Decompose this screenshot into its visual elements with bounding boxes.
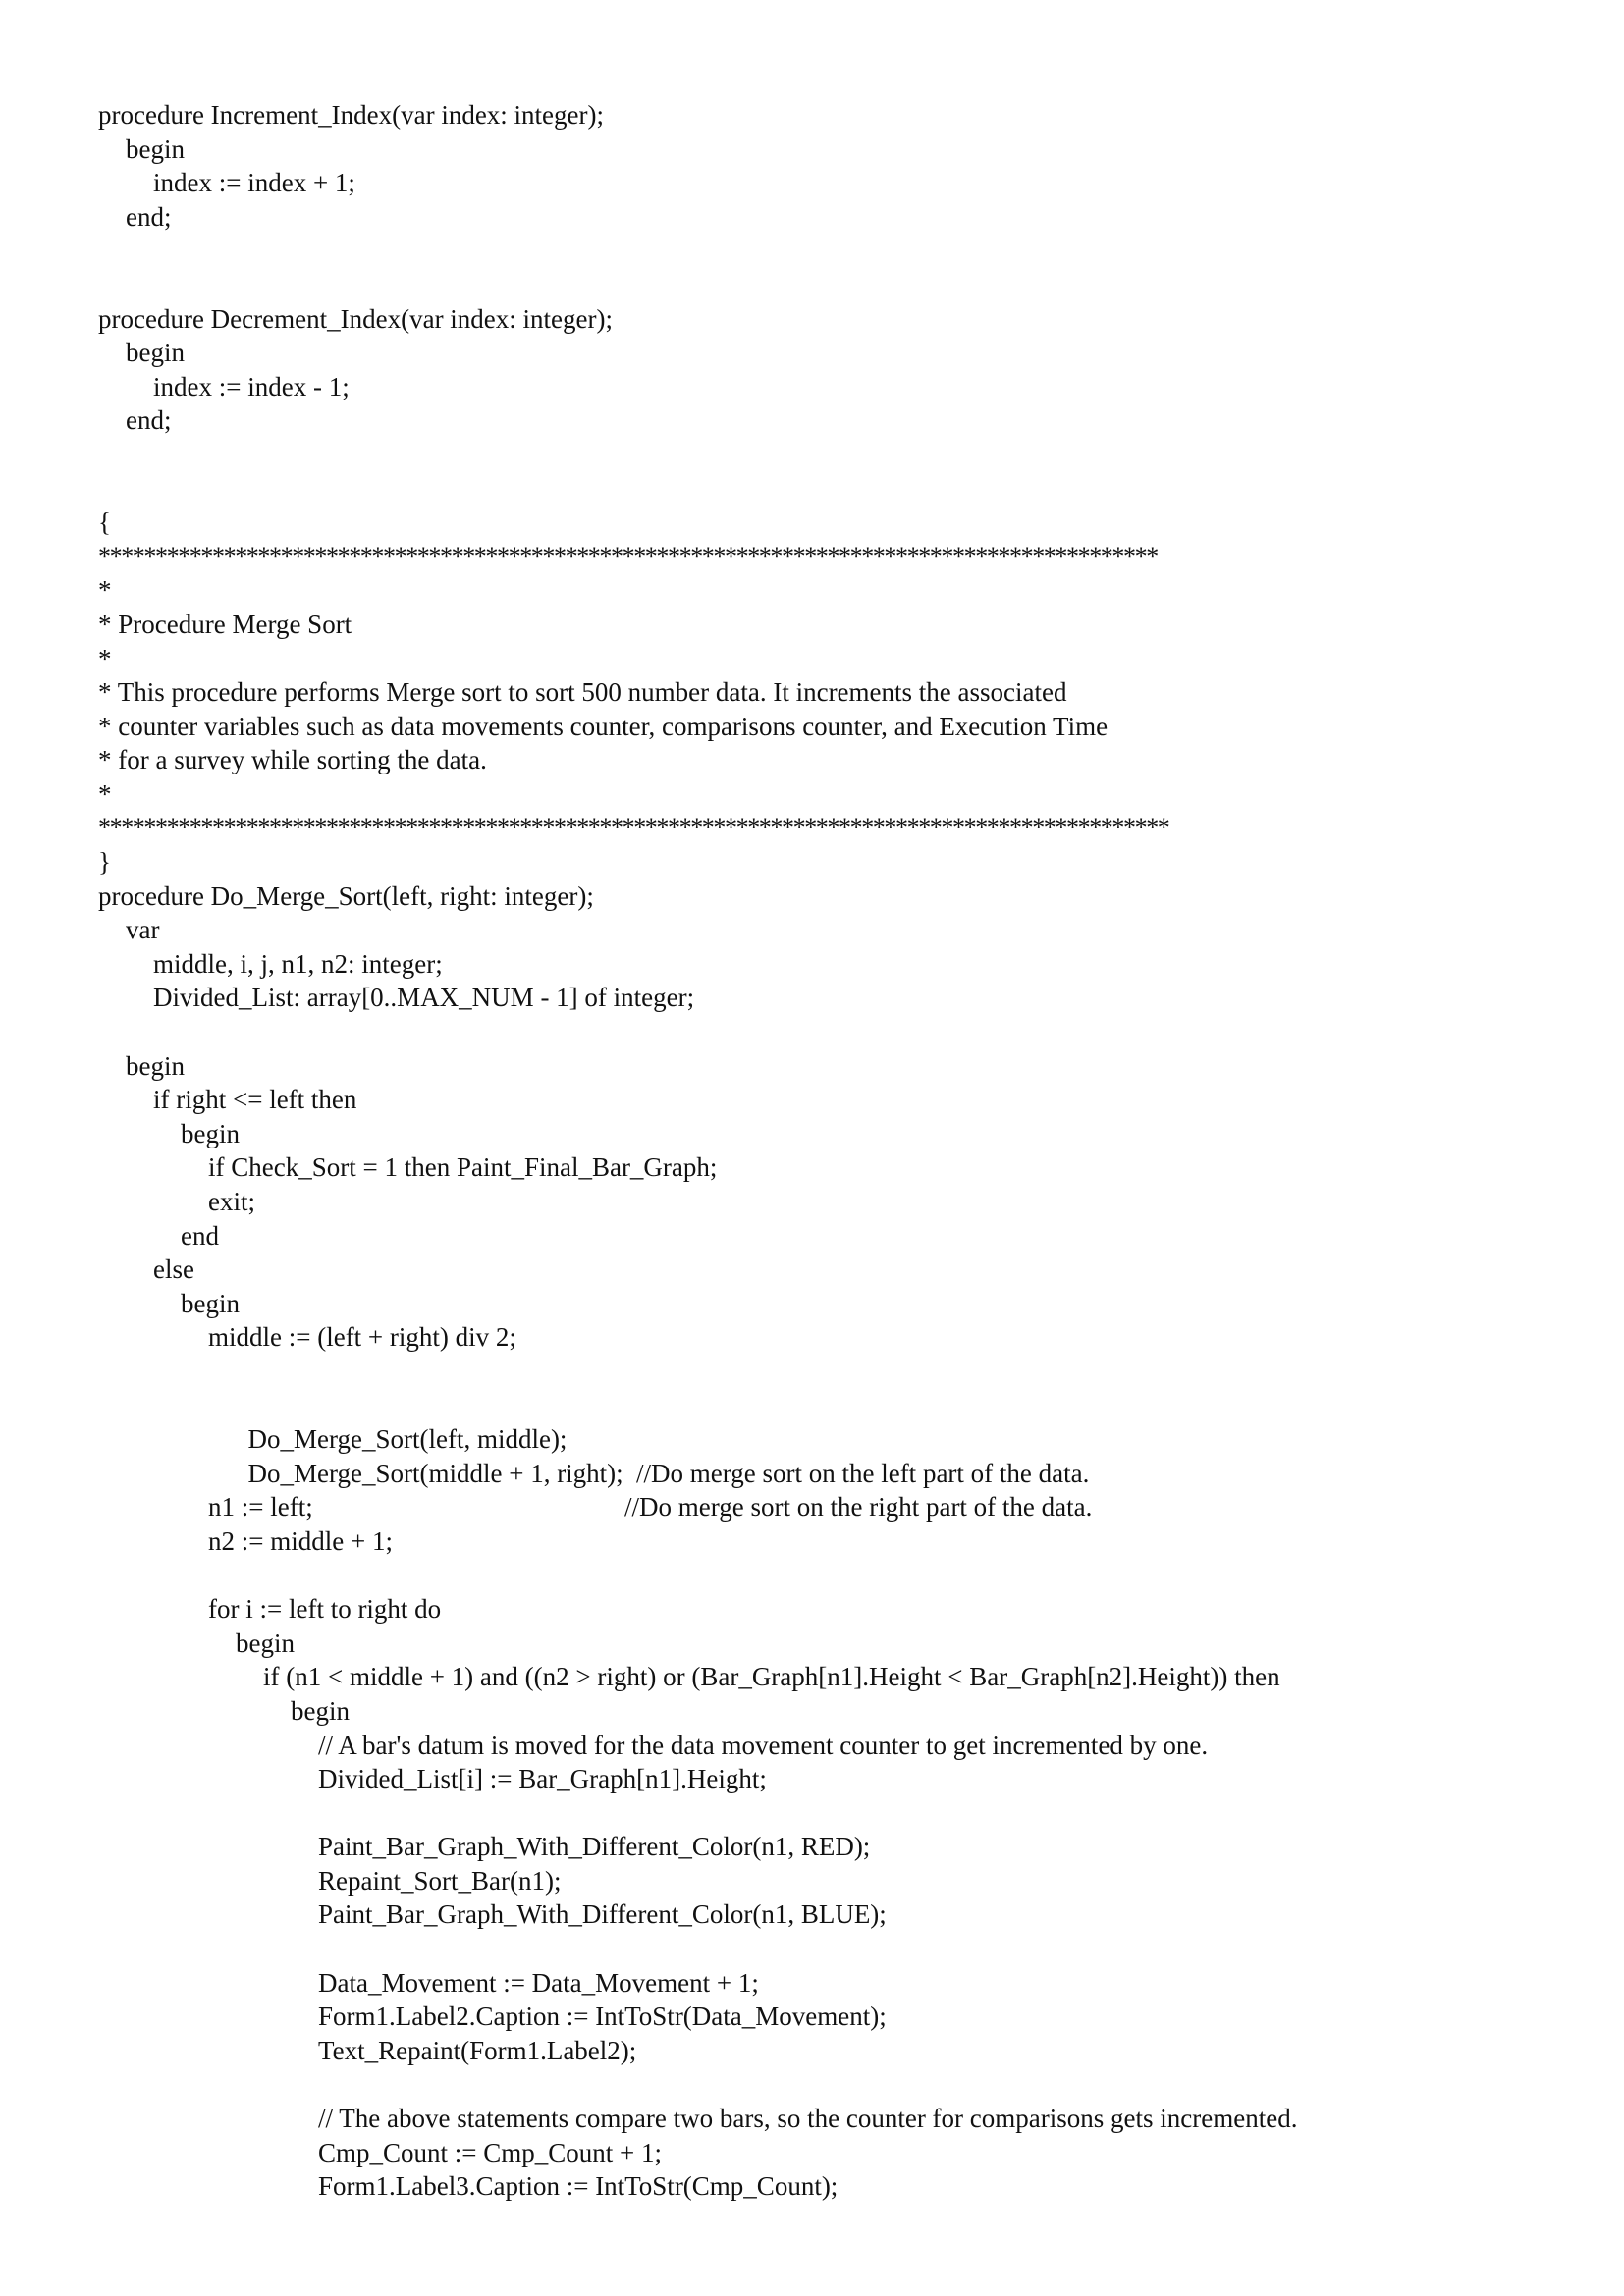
code-line: n1 := left; <box>208 1492 313 1522</box>
blank-line <box>98 1355 1532 1389</box>
blank-line <box>98 1559 1532 1593</box>
comment-star-border: ********************************************************************************************** <box>98 813 1169 842</box>
code-line: procedure Decrement_Index(var index: integer); <box>98 303 613 334</box>
code-line: var <box>126 915 160 945</box>
code-line: exit; <box>208 1187 255 1216</box>
comment-line: * <box>98 643 112 673</box>
blank-line <box>98 1932 1532 1966</box>
code-line: if right <= left then <box>153 1085 357 1115</box>
code-line: Repaint_Sort_Bar(n1); <box>318 1865 562 1896</box>
comment-close-brace: } <box>98 847 111 878</box>
code-line: if Check_Sort = 1 then Paint_Final_Bar_Graph; <box>208 1152 718 1183</box>
blank-line <box>98 472 1532 507</box>
comment-line: * <box>98 778 112 809</box>
code-line: begin <box>181 1288 240 1318</box>
code-line: begin <box>291 1695 350 1726</box>
comment-line: // The above statements compare two bars, so the counter for comparisons gets incremented. <box>318 2104 1298 2134</box>
code-line: begin <box>181 1118 240 1148</box>
code-line: middle, i, j, n1, n2: integer; <box>153 948 443 979</box>
code-line: Divided_List[i] := Bar_Graph[n1].Height; <box>318 1764 767 1794</box>
code-statement: Do_Merge_Sort(left, middle); <box>247 1424 568 1455</box>
blank-line <box>98 268 1532 302</box>
code-line: procedure Increment_Index(var index: integer); <box>98 100 605 130</box>
comment-line: * This procedure performs Merge sort to sort 500 number data. It increments the associated <box>98 677 1067 708</box>
comment-line: * Procedure Merge Sort <box>98 609 352 639</box>
code-line: Paint_Bar_Graph_With_Different_Color(n1, BLUE); <box>318 1899 887 1930</box>
code-line: end; <box>126 405 172 436</box>
inline-comment: //Do merge sort on the right part of the data. <box>624 1492 1093 1522</box>
blank-line <box>98 234 1532 268</box>
inline-comment: //Do merge sort on the left part of the data. <box>636 1458 1090 1488</box>
blank-line <box>98 438 1532 472</box>
code-line: begin <box>126 1050 185 1081</box>
code-line: index := index - 1; <box>153 371 350 401</box>
code-line: Cmp_Count := Cmp_Count + 1; <box>318 2137 662 2167</box>
code-line: Paint_Bar_Graph_With_Different_Color(n1, RED); <box>318 1832 871 1862</box>
code-line: if (n1 < middle + 1) and ((n2 > right) or (Bar_Graph[n1].Height < Bar_Graph[n2].Height)) then <box>263 1662 1280 1692</box>
code-line: middle := (left + right) div 2; <box>208 1322 516 1353</box>
code-line: begin <box>126 338 185 368</box>
code-line: end; <box>126 201 172 232</box>
code-line: end <box>181 1220 219 1251</box>
code-line: Data_Movement := Data_Movement + 1; <box>318 1967 759 1998</box>
code-line: Form1.Label2.Caption := IntToStr(Data_Movement); <box>318 2002 887 2032</box>
blank-line <box>98 1796 1532 1831</box>
code-line: begin <box>236 1628 295 1658</box>
comment-line: * counter variables such as data movements counter, comparisons counter, and Execution Time <box>98 711 1109 741</box>
comment-line: * <box>98 575 112 606</box>
source-code-block <box>98 98 1532 2204</box>
code-line: begin <box>126 133 185 164</box>
code-statement: Do_Merge_Sort(middle + 1, right); <box>247 1458 623 1488</box>
code-line: procedure Do_Merge_Sort(left, right: integer); <box>98 881 594 911</box>
comment-line: * for a survey while sorting the data. <box>98 745 487 775</box>
code-line: Form1.Label3.Caption := IntToStr(Cmp_Count); <box>318 2171 839 2202</box>
code-line: index := index + 1; <box>153 168 355 198</box>
comment-open-brace: { <box>98 507 111 538</box>
code-line: else <box>153 1255 194 1285</box>
code-line: for i := left to right do <box>208 1594 442 1625</box>
code-line: Text_Repaint(Form1.Label2); <box>318 2035 637 2065</box>
code-line: Divided_List: array[0..MAX_NUM - 1] of integer; <box>153 983 695 1013</box>
comment-line: // A bar's datum is moved for the data movement counter to get incremented by one. <box>318 1730 1209 1760</box>
comment-star-border: ********************************************************************************************* <box>98 541 1158 570</box>
blank-line <box>98 2067 1532 2102</box>
blank-line <box>98 1015 1532 1049</box>
code-line: n2 := middle + 1; <box>208 1525 393 1556</box>
